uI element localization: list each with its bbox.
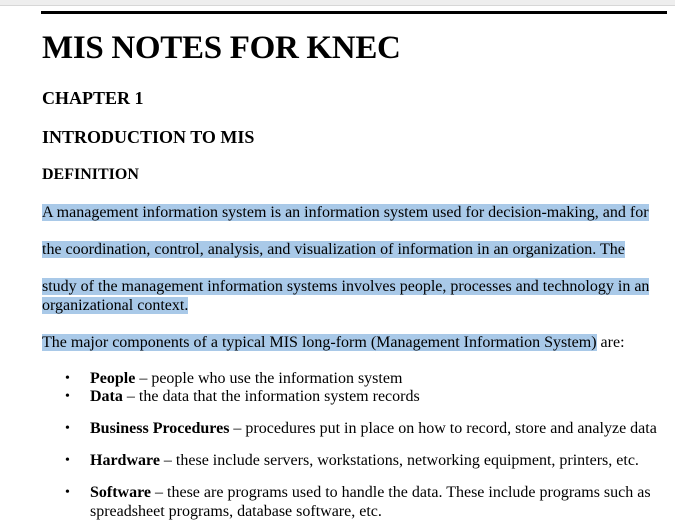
- definition-line[interactable]: [42, 277, 649, 296]
- definition-line[interactable]: [42, 296, 188, 315]
- list-item-desc: – procedures put in place on how to record, store and analyze data: [229, 420, 657, 437]
- definition-line[interactable]: [42, 240, 625, 259]
- list-item-desc: – people who use the information system: [135, 370, 403, 387]
- list-item-business-procedures: [65, 420, 657, 438]
- list-item-desc: – these include servers, workstations, networking equipment, printers, etc.: [159, 452, 639, 469]
- selected-text[interactable]: organizational context.: [42, 297, 189, 314]
- bullet-icon: •: [65, 485, 70, 500]
- chapter-heading: CHAPTER 1: [42, 88, 144, 108]
- definition-line[interactable]: [42, 203, 649, 222]
- selected-text[interactable]: A management information system is an information system used for decision-making, and for: [42, 204, 649, 221]
- list-item-continuation: spreadsheet programs, database software, etc.: [90, 503, 382, 520]
- section-heading: DEFINITION: [42, 166, 139, 183]
- list-item-desc: – the data that the information system records: [122, 388, 420, 405]
- bullet-icon: •: [65, 389, 70, 404]
- list-item-term: Data: [90, 388, 123, 405]
- list-item-software: [65, 484, 651, 502]
- list-item-hardware: [65, 452, 639, 470]
- selected-text[interactable]: The major components of a typical MIS long-form (Management Information System): [42, 334, 597, 351]
- bullet-icon: •: [65, 421, 70, 436]
- list-item-term: People: [90, 370, 136, 387]
- chapter-title: INTRODUCTION TO MIS: [42, 127, 255, 147]
- components-intro-rest: are:: [596, 334, 625, 351]
- selected-text[interactable]: the coordination, control, analysis, and visualization of information in an organization. The: [42, 241, 625, 258]
- bullet-icon: •: [65, 453, 70, 468]
- list-item-term: Hardware: [90, 452, 160, 469]
- list-item-people: [65, 370, 403, 388]
- title-rule: [41, 11, 667, 14]
- list-item-term: Business Procedures: [90, 420, 230, 437]
- bullet-icon: •: [65, 371, 70, 386]
- list-item-desc: – these are programs used to handle the data. These include programs such as: [151, 484, 651, 501]
- list-item-data: [65, 388, 420, 406]
- components-intro[interactable]: [42, 333, 625, 352]
- viewer-top-edge: [0, 0, 675, 6]
- selected-text[interactable]: study of the management information systems involves people, processes and technology in an: [42, 278, 650, 295]
- document-title: MIS NOTES FOR KNEC: [42, 30, 401, 66]
- list-item-term: Software: [90, 484, 152, 501]
